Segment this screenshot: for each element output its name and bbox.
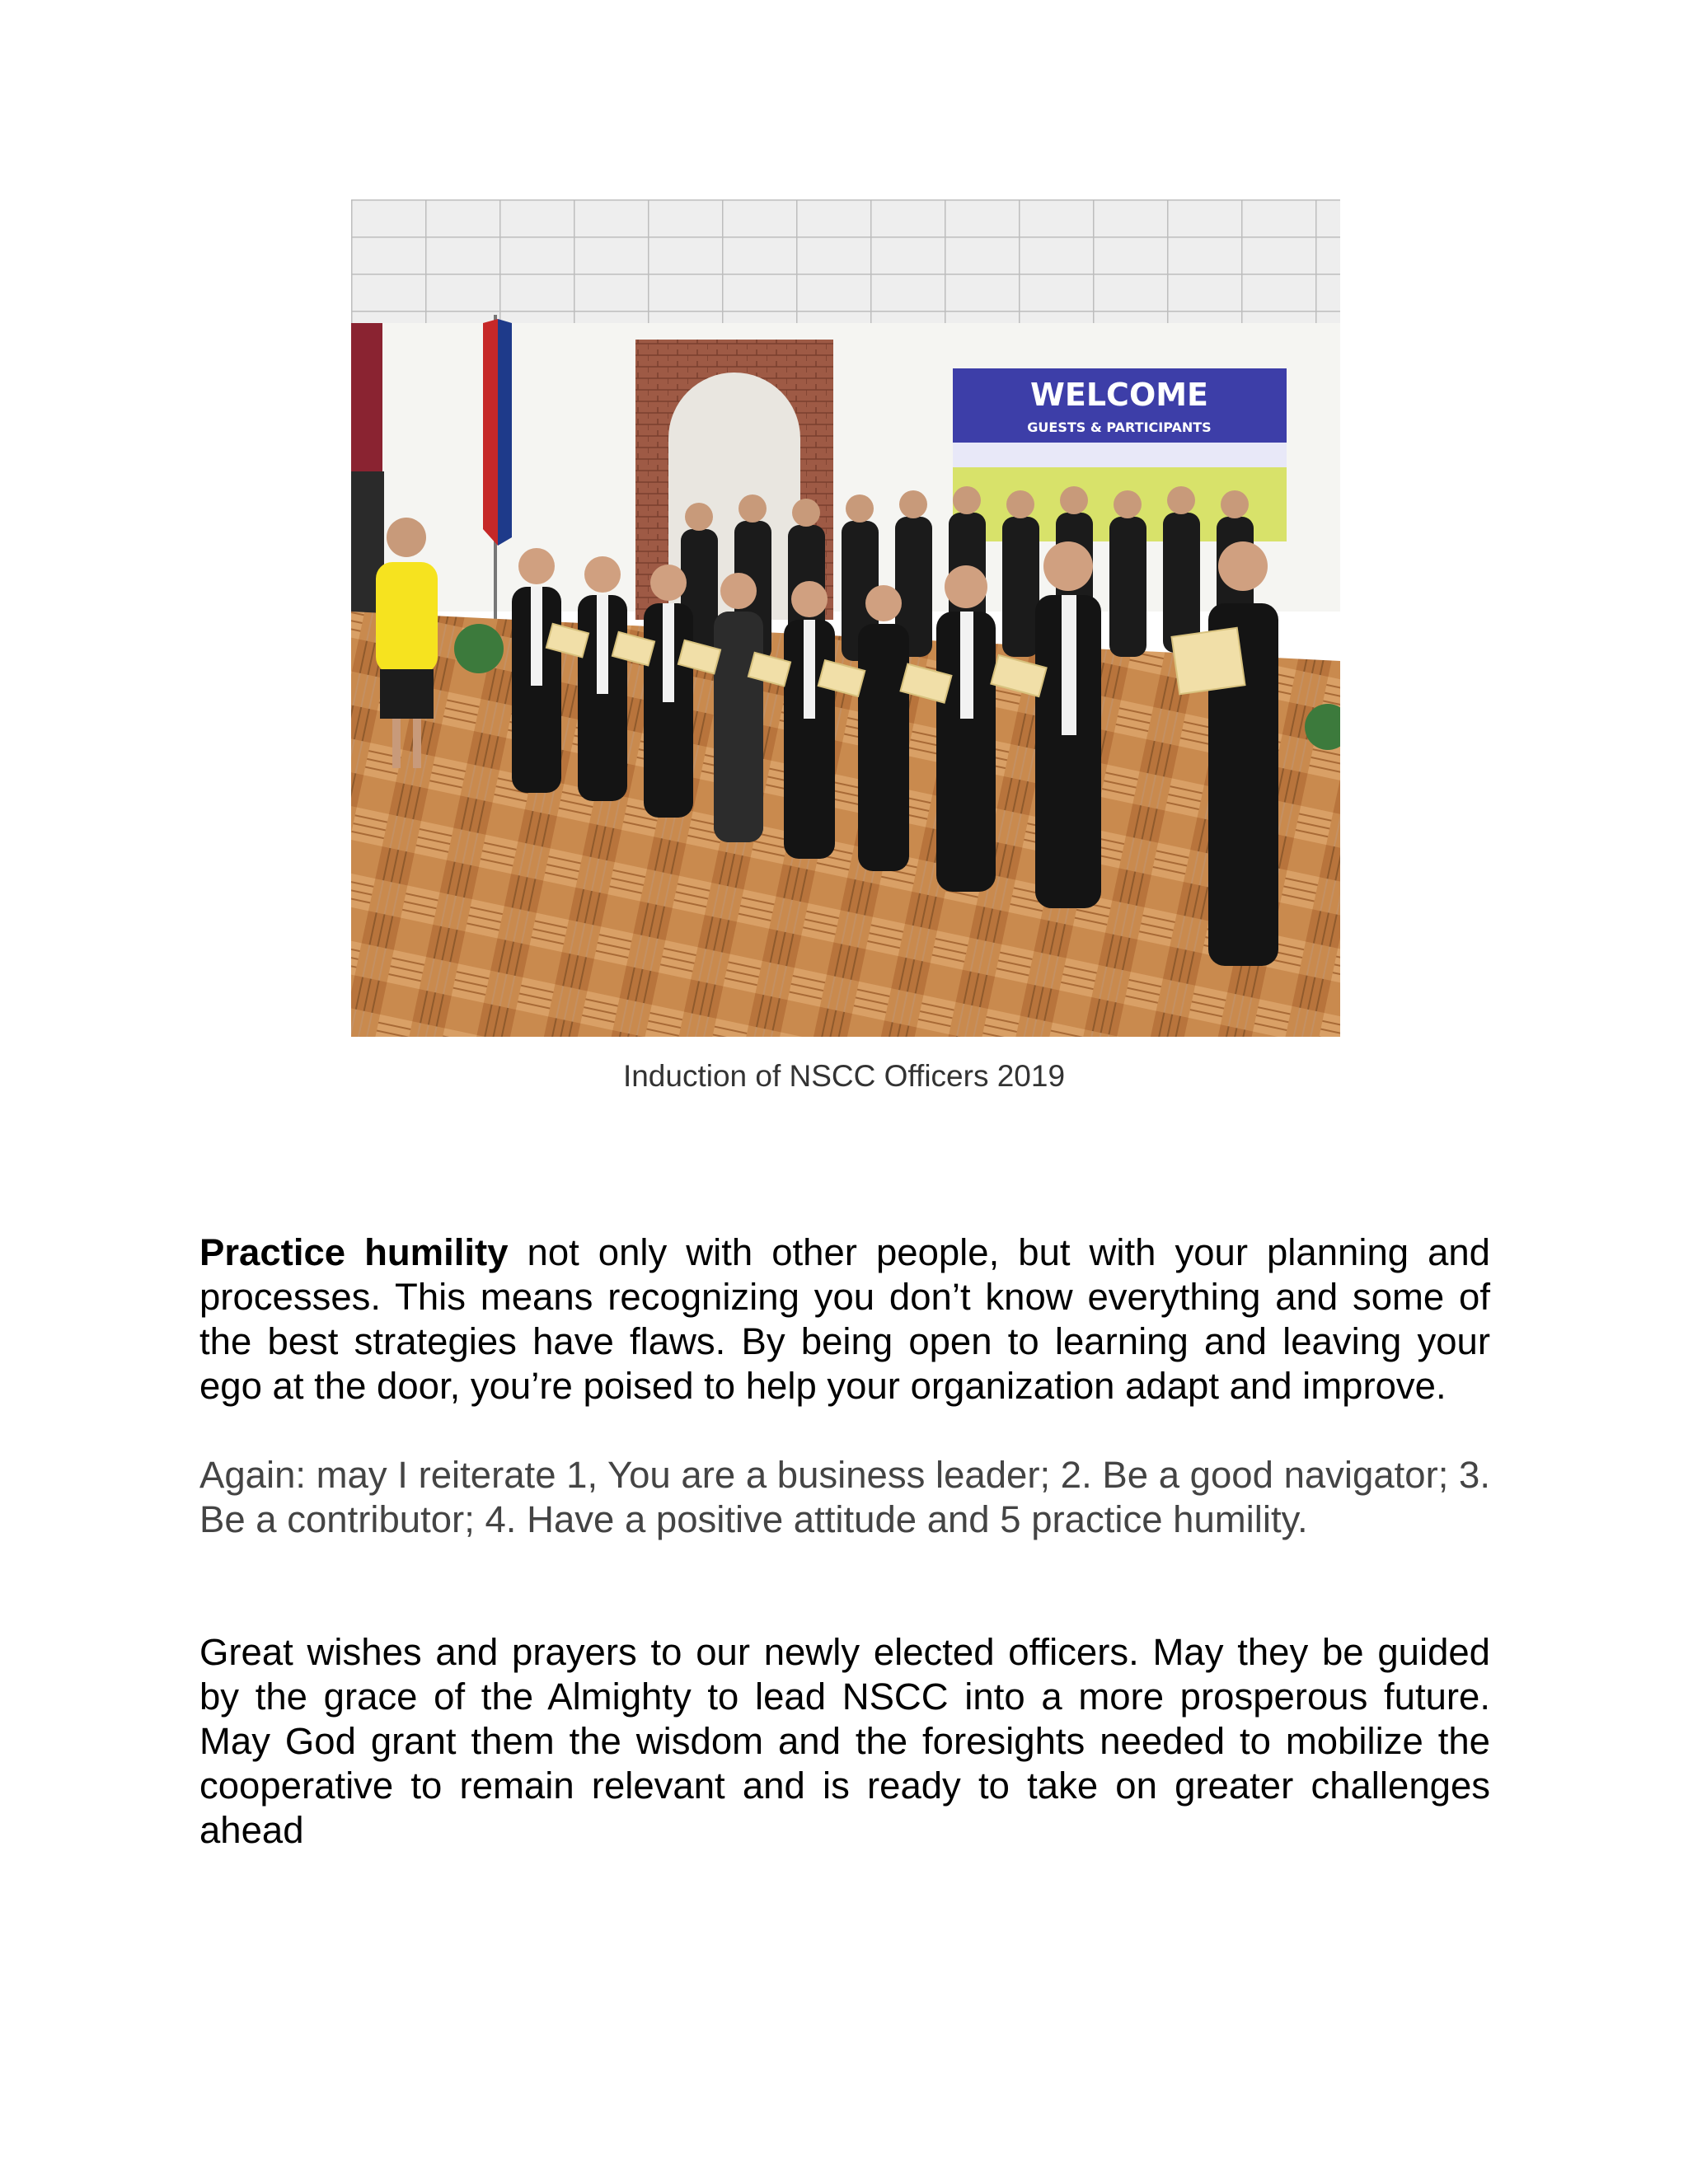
paragraph-humility [199,1230,1490,1408]
banner-subtitle: GUESTS & PARTICIPANTS [1027,419,1212,435]
paragraph-humility-heading: Practice humility [199,1230,509,1273]
paragraph-reiteration: Again: may I reiterate 1, You are a business leader; 2. Be a good navigator; 3. Be a contributor; 4. Have a positive attitude and 5 practice humility. [199,1453,1490,1540]
banner-title: WELCOME [1029,377,1209,413]
photo-caption: Induction of NSCC Officers 2019 [622,1059,1066,1093]
induction-photo [351,199,1340,1037]
paragraph-wishes: Great wishes and prayers to our newly elected officers. May they be guided by the grace of the Almighty to lead NSCC into a more prosperous future. May God grant them the wisdom and the foresights needed to mobilize the cooperative to remain relevant and is ready to take on greater challenges ahead [199,1630,1490,1851]
paragraph-humility-body: not only with other people, but with your planning and processes. This means recognizing you don’t know everything and some of the best strategies have flaws. By being open to learning and leaving your ego at the door, you’re poised to help your organization adapt and improve. [199,1230,1490,1407]
